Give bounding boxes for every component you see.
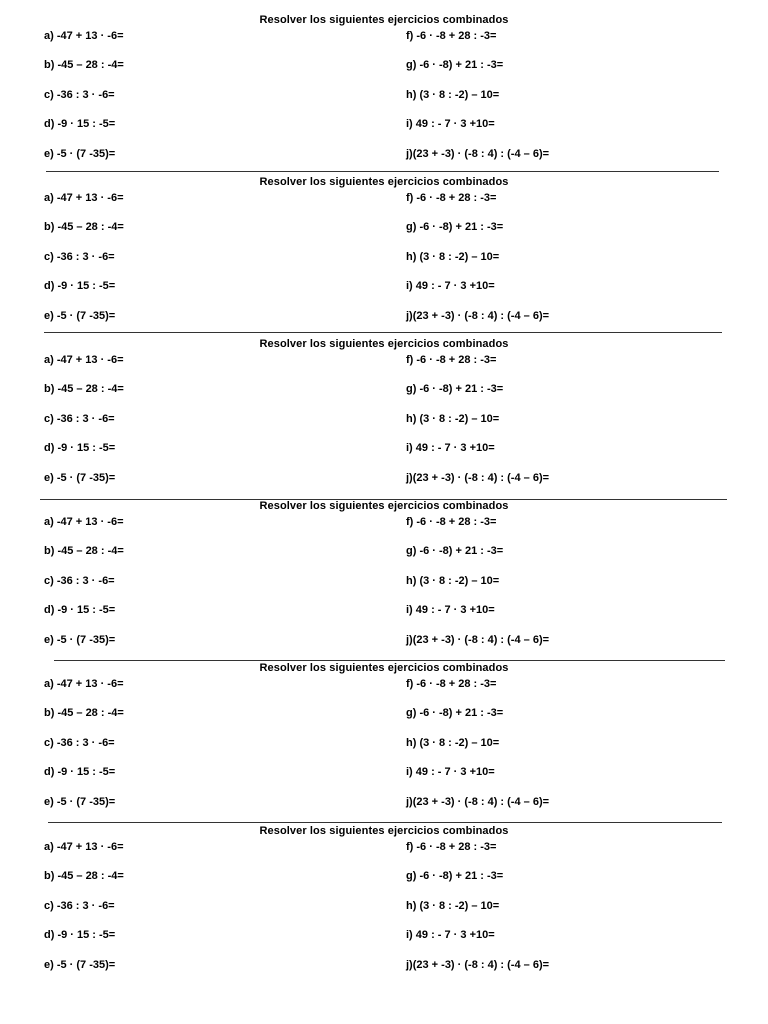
exercise-item: f) -6 · -8 + 28 : -3= [406, 678, 497, 690]
exercise-item: e) -5 · (7 -35)= [44, 959, 116, 971]
exercise-item: d) -9 · 15 : -5= [44, 929, 116, 941]
exercise-item: a) -47 + 13 · -6= [44, 678, 124, 690]
exercise-item: f) -6 · -8 + 28 : -3= [406, 354, 497, 366]
exercise-item: c) -36 : 3 · -6= [44, 89, 115, 101]
exercise-item: h) (3 · 8 : -2) – 10= [406, 89, 500, 101]
exercise-item: i) 49 : - 7 · 3 +10= [406, 929, 495, 941]
exercise-item: a) -47 + 13 · -6= [44, 192, 124, 204]
exercise-sheet [0, 825, 768, 987]
exercise-item: d) -9 · 15 : -5= [44, 442, 116, 454]
exercise-item: g) -6 · -8) + 21 : -3= [406, 221, 504, 233]
exercise-item: h) (3 · 8 : -2) – 10= [406, 251, 500, 263]
exercise-item: g) -6 · -8) + 21 : -3= [406, 383, 504, 395]
exercise-item: j)(23 + -3) · (-8 : 4) : (-4 – 6)= [406, 959, 550, 971]
section-divider [48, 822, 722, 823]
exercise-item: j)(23 + -3) · (-8 : 4) : (-4 – 6)= [406, 634, 550, 646]
exercise-item: f) -6 · -8 + 28 : -3= [406, 30, 497, 42]
exercise-item: i) 49 : - 7 · 3 +10= [406, 442, 495, 454]
exercise-sheet [0, 14, 768, 176]
exercise-item: j)(23 + -3) · (-8 : 4) : (-4 – 6)= [406, 796, 550, 808]
sheet-title: Resolver los siguientes ejercicios combinados [259, 14, 509, 26]
exercise-item: a) -47 + 13 · -6= [44, 841, 124, 853]
section-divider [46, 171, 719, 172]
exercise-item: b) -45 – 28 : -4= [44, 545, 124, 557]
exercise-item: e) -5 · (7 -35)= [44, 310, 116, 322]
exercise-item: d) -9 · 15 : -5= [44, 280, 116, 292]
exercise-item: f) -6 · -8 + 28 : -3= [406, 192, 497, 204]
exercise-item: c) -36 : 3 · -6= [44, 575, 115, 587]
exercise-item: d) -9 · 15 : -5= [44, 118, 116, 130]
exercise-item: g) -6 · -8) + 21 : -3= [406, 707, 504, 719]
exercise-item: g) -6 · -8) + 21 : -3= [406, 545, 504, 557]
sheet-title: Resolver los siguientes ejercicios combinados [259, 176, 509, 188]
exercise-item: b) -45 – 28 : -4= [44, 870, 124, 882]
exercise-item: j)(23 + -3) · (-8 : 4) : (-4 – 6)= [406, 472, 550, 484]
exercise-item: c) -36 : 3 · -6= [44, 413, 115, 425]
exercise-item: e) -5 · (7 -35)= [44, 472, 116, 484]
exercise-item: j)(23 + -3) · (-8 : 4) : (-4 – 6)= [406, 148, 550, 160]
exercise-item: h) (3 · 8 : -2) – 10= [406, 575, 500, 587]
exercise-item: a) -47 + 13 · -6= [44, 354, 124, 366]
exercise-item: a) -47 + 13 · -6= [44, 516, 124, 528]
sheet-title: Resolver los siguientes ejercicios combinados [259, 825, 509, 837]
sheet-title: Resolver los siguientes ejercicios combinados [259, 338, 509, 350]
exercise-sheet [0, 338, 768, 500]
exercise-item: i) 49 : - 7 · 3 +10= [406, 118, 495, 130]
section-divider [40, 499, 727, 500]
sheet-title: Resolver los siguientes ejercicios combinados [259, 500, 509, 512]
exercise-item: i) 49 : - 7 · 3 +10= [406, 604, 495, 616]
exercise-item: h) (3 · 8 : -2) – 10= [406, 737, 500, 749]
exercise-item: e) -5 · (7 -35)= [44, 634, 116, 646]
exercise-item: a) -47 + 13 · -6= [44, 30, 124, 42]
exercise-item: c) -36 : 3 · -6= [44, 251, 115, 263]
exercise-item: c) -36 : 3 · -6= [44, 900, 115, 912]
exercise-item: d) -9 · 15 : -5= [44, 604, 116, 616]
exercise-item: g) -6 · -8) + 21 : -3= [406, 870, 504, 882]
exercise-item: h) (3 · 8 : -2) – 10= [406, 900, 500, 912]
exercise-item: f) -6 · -8 + 28 : -3= [406, 516, 497, 528]
exercise-item: i) 49 : - 7 · 3 +10= [406, 766, 495, 778]
exercise-item: f) -6 · -8 + 28 : -3= [406, 841, 497, 853]
exercise-item: e) -5 · (7 -35)= [44, 796, 116, 808]
exercise-item: b) -45 – 28 : -4= [44, 383, 124, 395]
exercise-item: i) 49 : - 7 · 3 +10= [406, 280, 495, 292]
exercise-item: b) -45 – 28 : -4= [44, 707, 124, 719]
exercise-item: e) -5 · (7 -35)= [44, 148, 116, 160]
exercise-item: g) -6 · -8) + 21 : -3= [406, 59, 504, 71]
section-divider [54, 660, 725, 661]
exercise-item: b) -45 – 28 : -4= [44, 59, 124, 71]
exercise-item: h) (3 · 8 : -2) – 10= [406, 413, 500, 425]
sheet-title: Resolver los siguientes ejercicios combinados [259, 662, 509, 674]
exercise-item: d) -9 · 15 : -5= [44, 766, 116, 778]
exercise-sheet [0, 176, 768, 338]
section-divider [44, 332, 722, 333]
exercise-item: c) -36 : 3 · -6= [44, 737, 115, 749]
exercise-item: b) -45 – 28 : -4= [44, 221, 124, 233]
exercise-sheet [0, 662, 768, 824]
exercise-sheet [0, 500, 768, 662]
exercise-item: j)(23 + -3) · (-8 : 4) : (-4 – 6)= [406, 310, 550, 322]
